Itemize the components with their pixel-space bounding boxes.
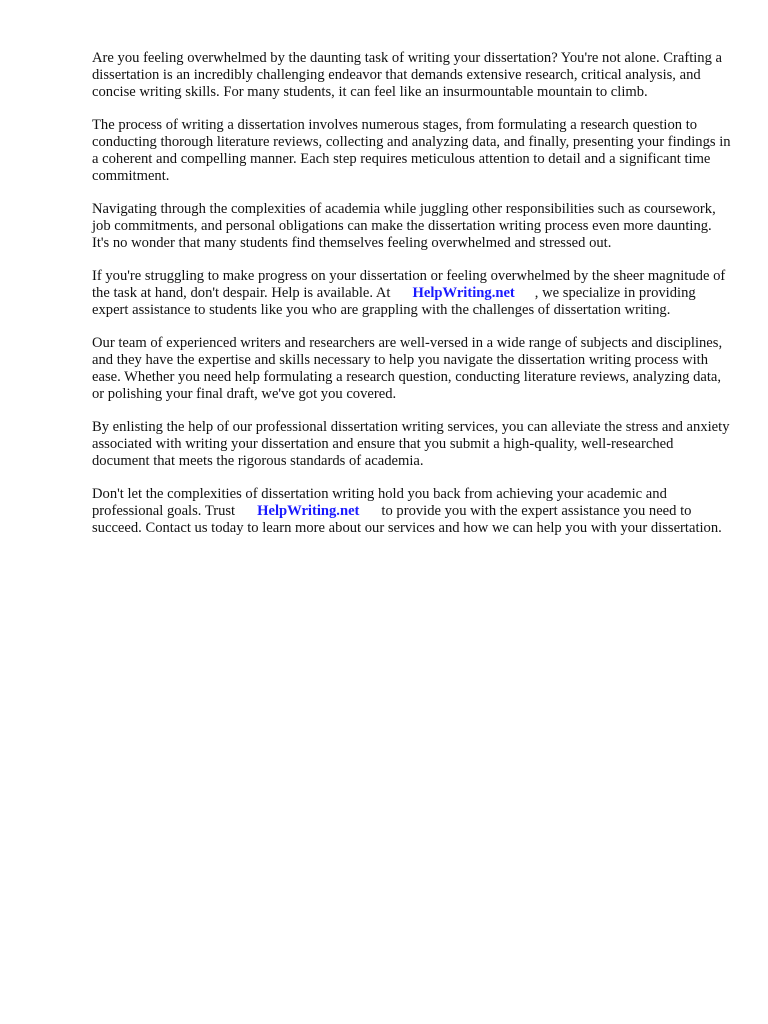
- paragraph-complexities: Navigating through the complexities of academia while juggling other responsibilities such as coursework, job commitments, and personal obligations can make the dissertation writing process even more daunting. It's no wonder that many students find themselves feeling overwhelmed and stressed out.: [92, 201, 716, 251]
- paragraph-team: Our team of experienced writers and researchers are well-versed in a wide range of subjects and disciplines, and they have the expertise and skills necessary to help you navigate the dissertation writing process with ease. Whether you need help formulating a research question, conducting literature reviews, analyzing data, or polishing your final draft, we've got you covered.: [92, 335, 723, 402]
- paragraph-trust: [92, 486, 732, 537]
- paragraph-help-text-after: , we specialize in providing expert assistance to students like you who are grappling with the challenges of dissertation writing.: [92, 285, 696, 318]
- helpwriting-link[interactable]: HelpWriting.net: [412, 285, 515, 301]
- paragraph-help-available: [92, 268, 732, 319]
- paragraph-trust-text-before: Don't let the complexities of dissertation writing hold you back from achieving your academic and professional goals. Trust: [92, 486, 667, 519]
- paragraph-process: The process of writing a dissertation involves numerous stages, from formulating a research question to conducting thorough literature reviews, collecting and analyzing data, and finally, presenting your findings in a coherent and compelling manner. Each step requires meticulous attention to detail and a significant time commitment.: [92, 117, 731, 184]
- paragraph-intro: Are you feeling overwhelmed by the daunting task of writing your dissertation? You're not alone. Crafting a dissertation is an incredibly challenging endeavor that demands extensive research, critical analysis, and concise writing skills. For many students, it can feel like an insurmountable mountain to climb.: [92, 50, 723, 100]
- paragraph-services: By enlisting the help of our professional dissertation writing services, you can alleviate the stress and anxiety associated with writing your dissertation and ensure that you submit a high-quality, well-researched document that meets the rigorous standards of academia.: [92, 419, 730, 469]
- document-page: [92, 50, 732, 553]
- helpwriting-link-trust[interactable]: HelpWriting.net: [257, 503, 360, 519]
- paragraph-trust-text-after: to provide you with the expert assistance you need to succeed. Contact us today to learn more about our services and how we can help you with your dissertation.: [92, 503, 722, 536]
- paragraph-help-text-before: If you're struggling to make progress on your dissertation or feeling overwhelmed by the sheer magnitude of the task at hand, don't despair. Help is available. At: [92, 268, 726, 301]
